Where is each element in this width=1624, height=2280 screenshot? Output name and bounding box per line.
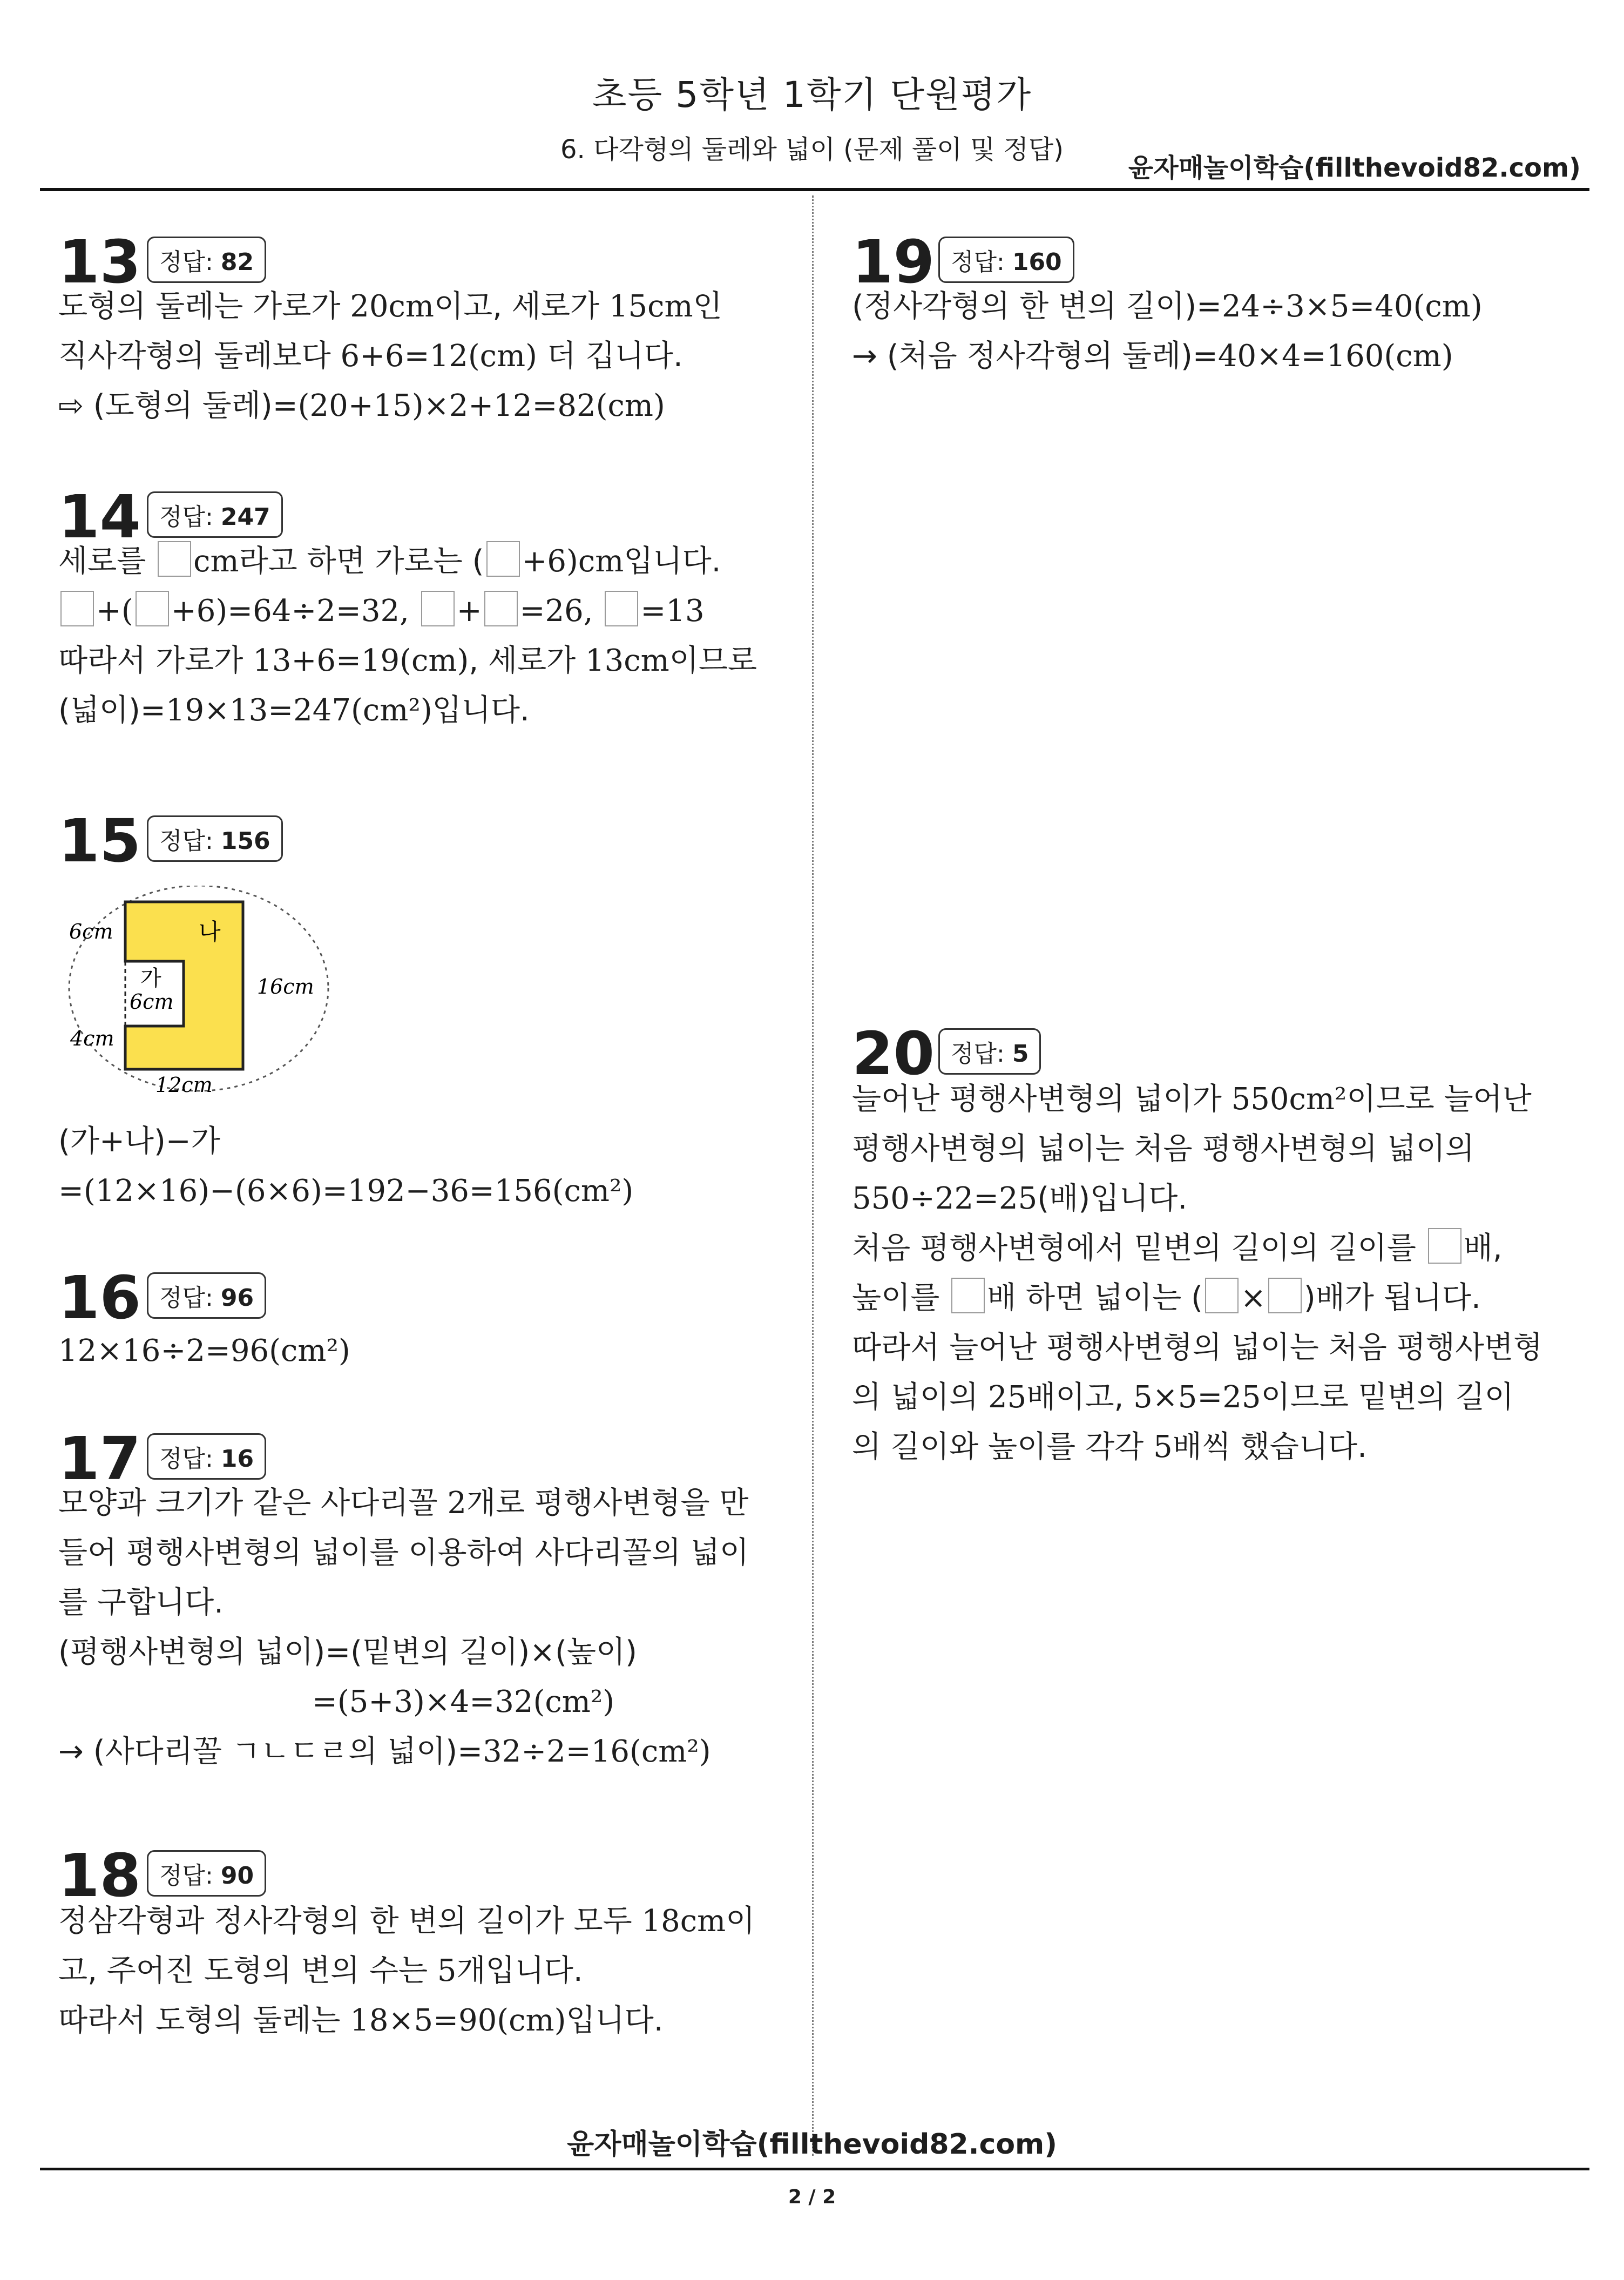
question-number-20: 20 — [852, 1019, 935, 1088]
blank-box — [1268, 1278, 1302, 1313]
question-20-body: 늘어난 평행사변형의 넓이가 550cm²이므로 늘어난 평행사변형의 넓이는 처음 평행사변형의 넓이의 550÷22=25(배)입니다. 처음 평행사변형에서 밑변의 길이의 길이를 배, 높이를 배 하면 넓이는 ( × )배가 됩니다. 따라서 늘어난 평행사변형의 넓이는 처음 평행사변형 의 넓이의 25배이고, 5×5=25이므로 밑변의 길이 의 길이와 높이를 각각 5배씩 했습니다. — [852, 1082, 1543, 1465]
question-number-18: 18 — [58, 1841, 141, 1910]
question-15-body: (가+나)−가 =(12×16)−(6×6)=192−36=156(cm²) — [58, 1124, 634, 1209]
page-title: 초등 5학년 1학기 단원평가 — [592, 74, 1032, 116]
answer-badge-18: 정답: 90 — [147, 1850, 266, 1897]
footer-brand: 윤자매놀이학습(fillthevoid82.com) — [566, 2128, 1057, 2161]
blank-box — [421, 591, 455, 626]
label-bottom-left: 4cm — [70, 1027, 114, 1050]
question-18-body: 정삼각형과 정사각형의 한 변의 길이가 모두 18cm이 고, 주어진 도형의 변의 수는 5개입니다. 따라서 도형의 둘레는 18×5=90(cm)입니다. — [58, 1904, 755, 2038]
question-16-body: 12×16÷2=96(cm²) — [58, 1333, 350, 1368]
label-region-a: 가 — [140, 966, 161, 991]
question-15-figure — [58, 886, 361, 1102]
blank-box — [951, 1278, 985, 1313]
question-number-13: 13 — [58, 227, 141, 296]
question-number-19: 19 — [852, 227, 935, 296]
question-14-body: 세로를 cm라고 하면 가로는 ( +6)cm입니다. +( +6)=64÷2=32, + =26, =13 따라서 가로가 13+6=19(cm), 세로가 13cm이므로 (넓이)=19×13=247(cm²)입니다. — [58, 537, 757, 736]
question-number-14: 14 — [58, 482, 141, 551]
blank-box — [605, 591, 638, 626]
answer-badge-16: 정답: 96 — [147, 1272, 266, 1319]
blank-box — [1205, 1278, 1239, 1313]
label-right: 16cm — [257, 975, 314, 999]
answer-badge-17: 정답: 16 — [147, 1433, 266, 1480]
answer-badge-14: 정답: 247 — [147, 491, 283, 538]
blank-box — [1428, 1228, 1461, 1264]
question-number-16: 16 — [58, 1263, 141, 1332]
header-rule — [40, 188, 1589, 191]
label-bottom: 12cm — [155, 1073, 213, 1097]
question-13-body: 도형의 둘레는 가로가 20cm이고, 세로가 15cm인 직사각형의 둘레보다 6+6=12(cm) 더 깁니다. ⇨ (도형의 둘레)=(20+15)×2+12=82(cm) — [58, 289, 722, 423]
header-brand: 윤자매놀이학습(fillthevoid82.com) — [1128, 153, 1581, 183]
question-19-body: (정사각형의 한 변의 길이)=24÷3×5=40(cm) → (처음 정사각형의 둘레)=40×4=160(cm) — [852, 289, 1483, 374]
label-inner: 6cm — [130, 990, 174, 1014]
answer-badge-13: 정답: 82 — [147, 237, 266, 283]
question-17-body: 모양과 크기가 같은 사다리꼴 2개로 평행사변형을 만 들어 평행사변형의 넓이를 이용하여 사다리꼴의 넓이 를 구합니다. (평행사변형의 넓이)=(밑변의 길이)×(높이) =(5+3)×4=32(cm²) → (사다리꼴 ㄱㄴㄷㄹ의 넓이)=32÷2=16(cm²) — [58, 1486, 749, 1769]
blank-box — [60, 591, 94, 626]
answer-badge-19: 정답: 160 — [938, 237, 1074, 283]
blank-box — [158, 541, 191, 577]
footer-rule — [40, 2168, 1589, 2170]
blank-box — [136, 591, 169, 626]
question-number-17: 17 — [58, 1424, 141, 1493]
label-region-b: 나 — [199, 919, 221, 945]
question-number-15: 15 — [58, 806, 141, 875]
label-top-left: 6cm — [69, 920, 113, 943]
column-divider — [812, 195, 814, 2156]
page-subtitle: 6. 다각형의 둘레와 넓이 (문제 풀이 및 정답) — [560, 134, 1064, 165]
blank-box — [484, 591, 518, 626]
page-number: 2 / 2 — [788, 2186, 836, 2208]
answer-badge-20: 정답: 5 — [938, 1028, 1041, 1075]
blank-box — [486, 541, 520, 577]
answer-badge-15: 정답: 156 — [147, 815, 283, 862]
